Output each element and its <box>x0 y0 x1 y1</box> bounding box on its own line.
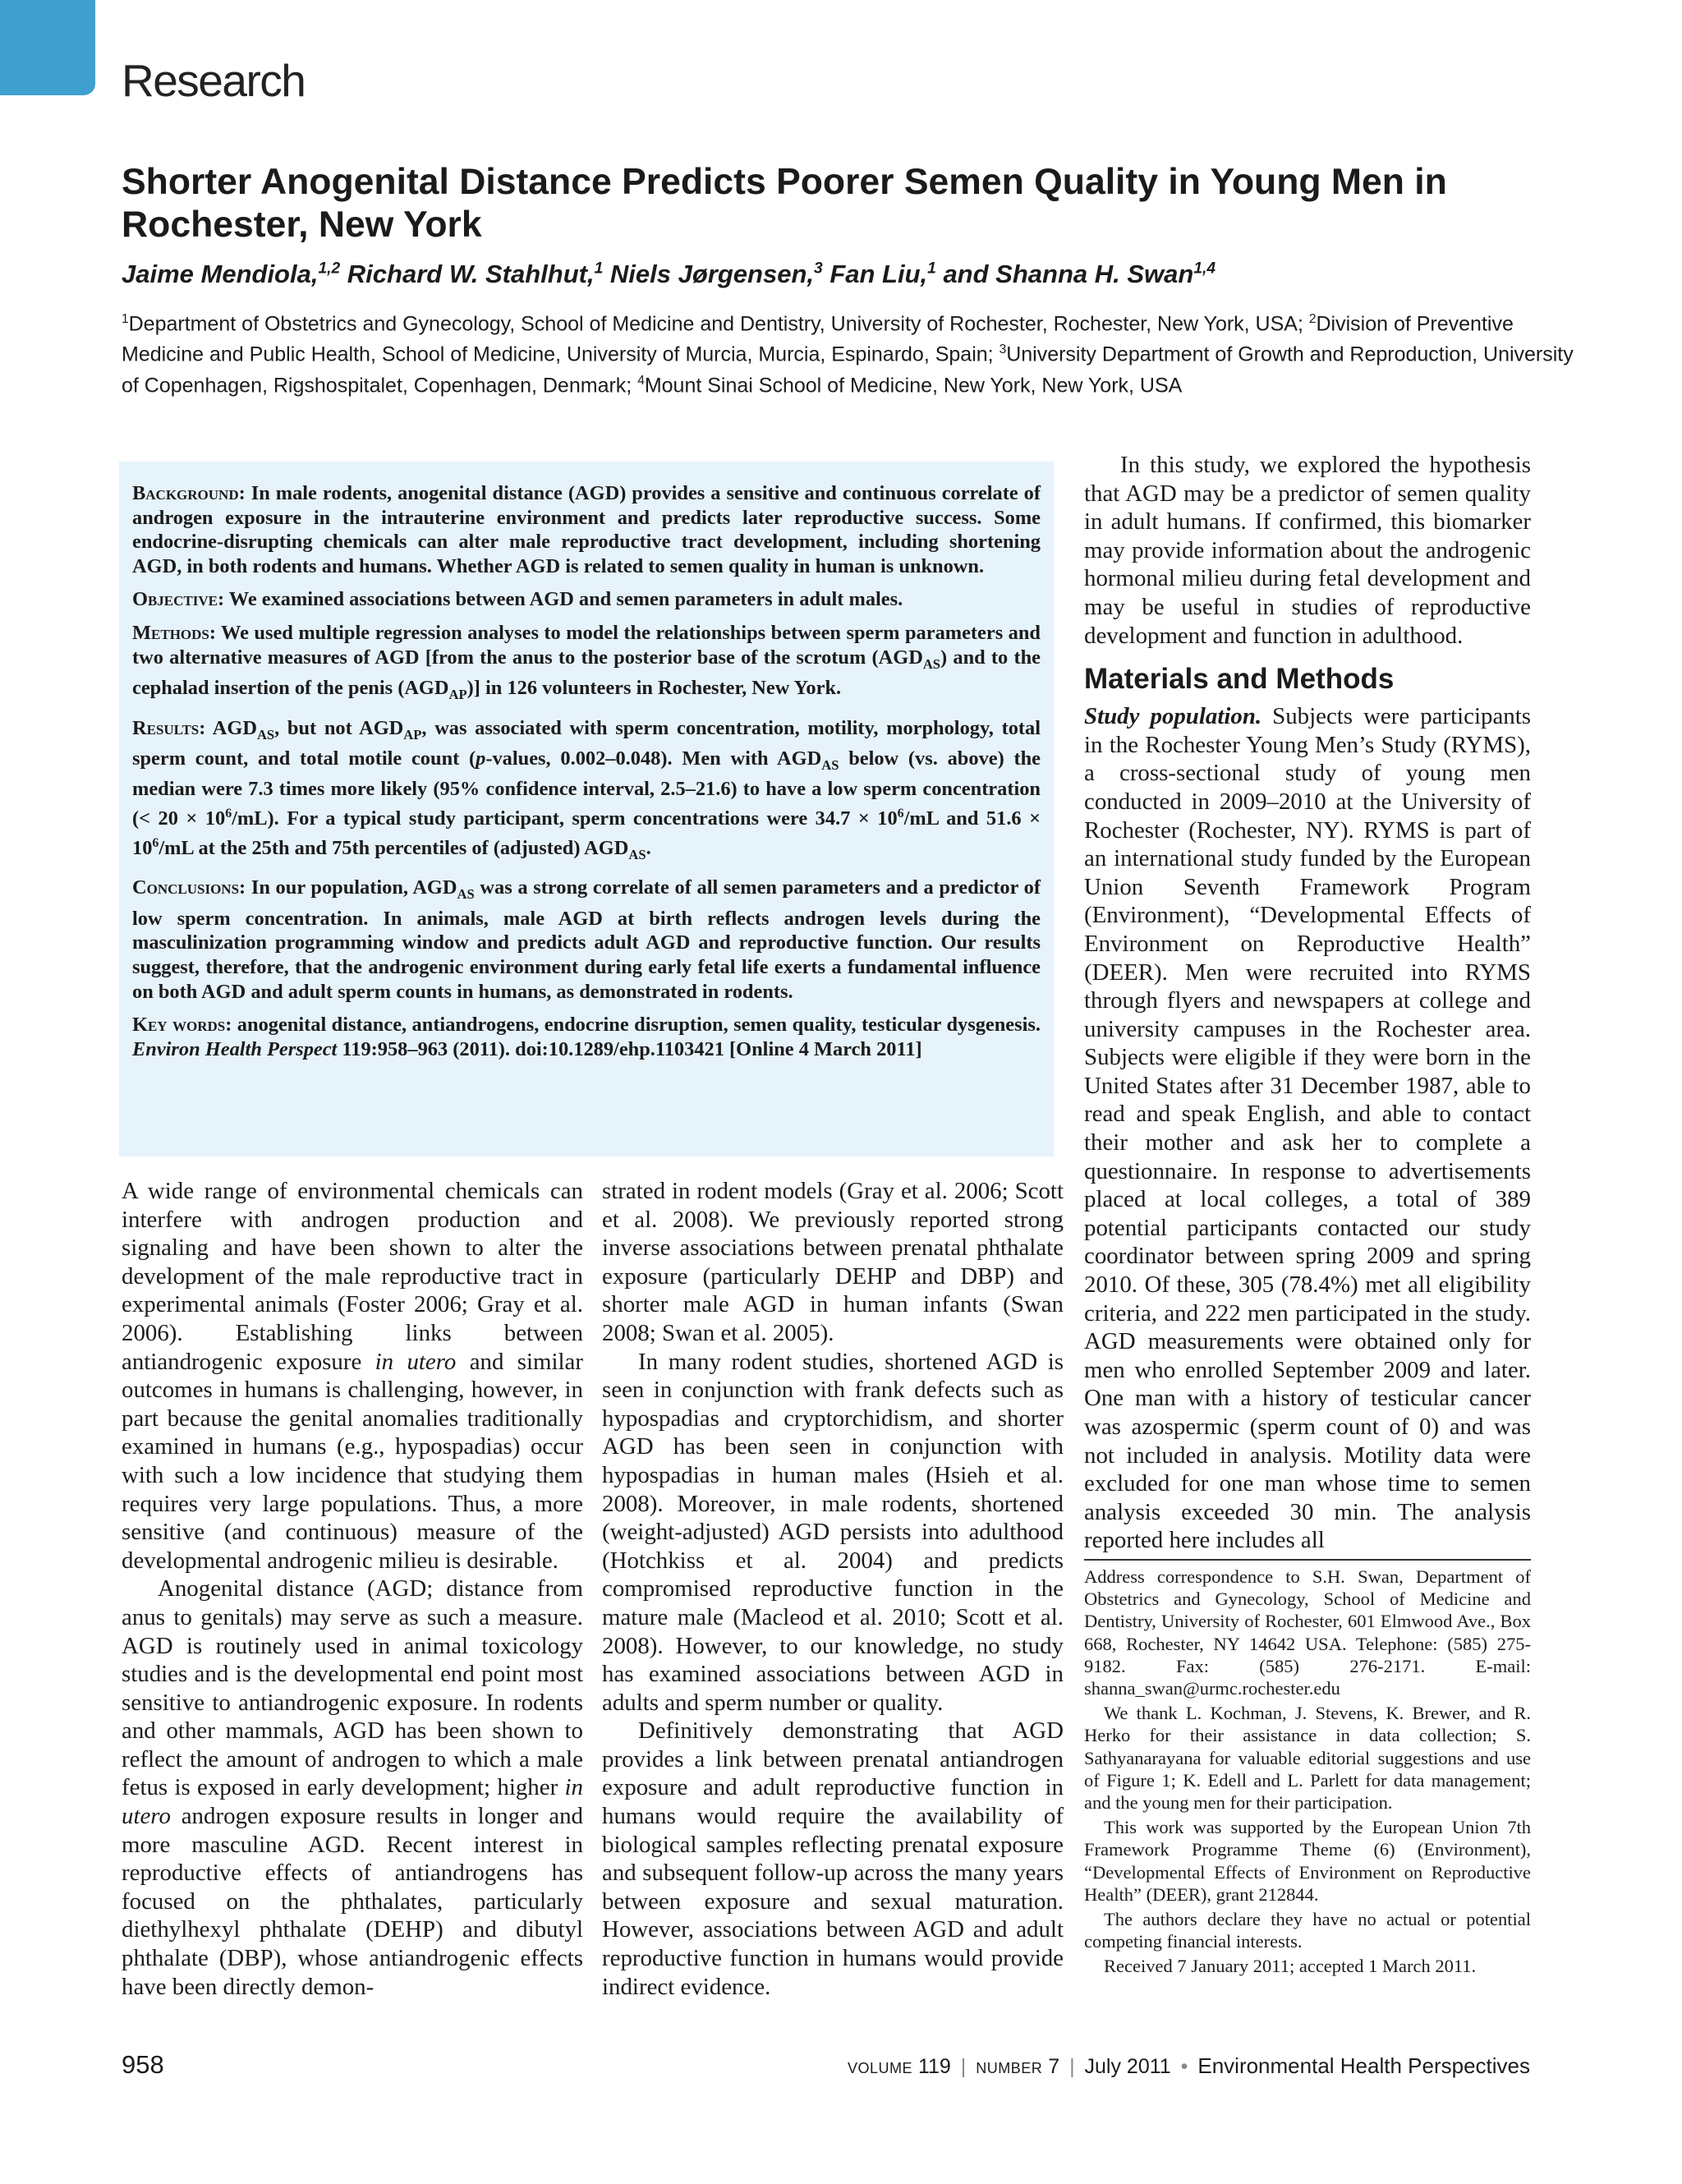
abstract-objective <box>132 587 1041 612</box>
received-note: Received 7 January 2011; accepted 1 March 2011. <box>1104 1956 1477 1977</box>
volume-number: 119 <box>917 2055 951 2078</box>
abstract-text: , but not AGD <box>274 716 404 739</box>
author-name: and Shanna H. Swan <box>935 260 1194 288</box>
funding-note: This work was supported by the European Union 7th Framework Programme Theme (6) (Environment), “Developmental Effects of Environment on Reproductive Health” (DEER), grant 212844. <box>1084 1817 1531 1905</box>
author-name: Fan Liu, <box>822 260 928 288</box>
section-heading: Materials and Methods <box>1084 663 1395 696</box>
journal-name: Environ Health Perspect <box>132 1037 338 1060</box>
subscript: AS <box>256 726 275 743</box>
abstract-text: /mL and 51.6 × 10 <box>132 807 1041 859</box>
abstract-label: Key words: <box>132 1014 232 1037</box>
abstract-text: anogenital distance, antiandrogens, endocrine disruption, semen quality, testicular dysgenesis. <box>232 1014 1041 1037</box>
abstract-text: In male rodents, anogenital distance (AGD) provides a sensitive and continuous correlate of androgen exposure in the intrauterine environment and predicts later reproductive success. Some endocrine-disrupting chemicals can alter male reproductive tract development, including shortening AGD, in both rodents and humans. Whether AGD is related to semen quality in human is unknown. <box>132 482 1041 577</box>
bullet-separator: • <box>1180 2055 1188 2078</box>
abstract-text: AGD <box>205 716 257 739</box>
abstract-text: We used multiple regression analyses to model the relationships between sperm parameters and two alternative measures of AGD [from the anus to the posterior base of the scrotum (AGD <box>132 621 1041 669</box>
running-footer <box>848 2053 1530 2079</box>
abstract-text: , was associated with sperm concentration, motility, morphology, total sperm count, and total motile count ( <box>132 716 1041 770</box>
author-name: Jaime Mendiola, <box>122 260 319 288</box>
abstract-conclusions <box>132 876 1041 1004</box>
abstract-text: . <box>646 836 651 859</box>
abstract-label: Objective: <box>132 588 225 611</box>
abstract-text: /mL). For a typical study participant, sperm concentrations were 34.7 × 10 <box>232 807 898 830</box>
abstract-text: -values, 0.002–0.048). Men with AGD <box>485 747 822 770</box>
body-paragraph <box>122 1575 583 2001</box>
affiliation: Division of Preventive Medicine and Public Health, School of Medicine, University of Murcia, Murcia, Espinardo, Spain; <box>122 312 1514 366</box>
abstract-text: We examined associations between AGD and semen parameters in adult males. <box>224 588 903 611</box>
subsection-label: Study population. <box>1084 703 1262 730</box>
affil-sup: 3 <box>999 343 1007 357</box>
author-affil-sup: 1,4 <box>1193 260 1216 278</box>
affil-sup: 2 <box>1308 312 1317 326</box>
superscript: 6 <box>897 807 904 821</box>
volume-label: VOLUME <box>847 2060 913 2076</box>
subscript: AS <box>628 846 646 862</box>
issue-label: NUMBER <box>976 2060 1043 2076</box>
body-text: androgen exposure results in longer and more masculine AGD. Recent interest in reproductive effects of antiandrogens has focused on the phthalates, particularly diethylhexyl phthalate (DEHP) and dibutyl phthalate (DBP), whose antiandrogenic effects have been directly demon- <box>122 1803 583 2000</box>
body-paragraph <box>122 1177 583 1575</box>
abstract-background <box>132 481 1041 578</box>
body-paragraph: Definitively demonstrating that AGD provides a link between prenatal antiandrogen exposure and adult reproductive function in humans would require the availability of biological samples reflecting prenatal exposure and subsequent follow-up across the many years between exposure and sexual maturation. However, associations between AGD and adult reproductive function in humans would provide indirect evidence. <box>602 1717 1064 2000</box>
author-affil-sup: 1 <box>927 260 936 278</box>
author-affil-sup: 1 <box>594 260 604 278</box>
body-paragraph: In many rodent studies, shortened AGD is seen in conjunction with frank defects such as hypospadias and cryptorchidism, and shorter AGD has been seen in conjunction with hypospadias in human males (Hsieh et al. 2008). Moreover, in male rodents, shortened (weight-adjusted) AGD persists into adulthood (Hotchkiss et al. 2004) and predicts compromised reproductive function in the mature male (Macleod et al. 2010; Scott et al. 2008). However, to our knowledge, no study has examined associations between AGD in adults and sperm number or quality. <box>602 1348 1064 1716</box>
italic-text: in utero <box>122 1774 583 1830</box>
author-list <box>122 260 1216 289</box>
subscript: AS <box>922 655 941 672</box>
competing-interest-note: The authors declare they have no actual or potential competing financial interests. <box>1084 1909 1531 1952</box>
abstract-label: Methods: <box>132 621 216 644</box>
abstract-label: Conclusions: <box>132 876 246 899</box>
divider: | <box>1069 2055 1075 2078</box>
author-name: Niels Jørgensen, <box>603 260 815 288</box>
address-note: Address correspondence to S.H. Swan, Department of Obstetrics and Gynecology, School of Medicine and Dentistry, University of Rochester, 601 Elmwood Ave., Box 668, Rochester, NY 14642 USA. Telephone: (585) 275-9182. Fax: (585) 276-2171. E-mail: shanna_swan@urmc.rochester.edu <box>1084 1566 1531 1699</box>
divider: | <box>960 2055 967 2078</box>
body-column-1 <box>122 1177 583 2001</box>
citation-text: 119:958–963 (2011). doi:10.1289/ehp.1103421 [Online 4 March 2011] <box>337 1037 922 1060</box>
section-color-tab <box>0 0 95 95</box>
affiliation: Mount Sinai School of Medicine, New York, New York, USA <box>644 373 1183 397</box>
abstract-keywords <box>132 1013 1041 1061</box>
section-label: Research <box>122 55 306 106</box>
subscript: AS <box>821 756 839 773</box>
affiliations <box>122 306 1575 398</box>
subscript: AP <box>448 686 467 702</box>
body-column-3 <box>1084 451 1531 1555</box>
affiliation: Department of Obstetrics and Gynecology, School of Medicine and Dentistry, University of Rochester, Rochester, New York, USA; <box>128 312 1309 336</box>
abstract-text: ) and to the cephalad insertion of the penis (AGD <box>132 646 1041 700</box>
footnotes <box>1084 1559 1531 1980</box>
abstract-text: In our population, AGD <box>246 876 457 899</box>
article-title: Shorter Anogenital Distance Predicts Poorer Semen Quality in Young Men in Rochester, New York <box>122 162 1447 245</box>
subscript: AS <box>457 886 475 903</box>
body-text: and similar outcomes in humans is challenging, however, in part because the genital anomalies traditionally examined in humans (e.g., hypospadias) occur with such a low incidence that studying them requires very large populations. Thus, a more sensitive (and continuous) measure of the developmental androgenic milieu is desirable. <box>122 1348 584 1574</box>
author-affil-sup: 3 <box>814 260 823 278</box>
abstract-results <box>132 716 1041 867</box>
journal-title: Environmental Health Perspectives <box>1197 2053 1530 2078</box>
abstract-text: )] in 126 volunteers in Rochester, New York. <box>466 677 842 700</box>
abstract-methods <box>132 621 1041 707</box>
author-affil-sup: 1,2 <box>318 260 341 278</box>
acknowledgment-note: We thank L. Kochman, J. Stevens, K. Brewer, and R. Herko for their assistance in data collection; S. Sathyanarayana for valuable editorial suggestions and use of Figure 1; K. Edell and L. Parlett for data management; and the young men for their participation. <box>1084 1703 1531 1814</box>
body-paragraph: In this study, we explored the hypothesis that AGD may be a predictor of semen quality in adult humans. If confirmed, this biomarker may provide information about the androgenic hormonal milieu during fetal development and may be useful in studies of reproductive development and function in adulthood. <box>1084 452 1531 649</box>
body-column-2 <box>602 1177 1064 2001</box>
abstract-text: /mL at the 25th and 75th percentiles of (adjusted) AGD <box>159 836 629 859</box>
body-text: A wide range of environmental chemicals can interfere with androgen production and signaling and have been shown to alter the development of the male reproductive tract in experimental animals (Foster 2006; Gray et al. 2006). Establishing links between antiandrogenic exposure <box>122 1178 583 1375</box>
abstract-label: Background: <box>132 482 246 504</box>
author-name: Richard W. Stahlhut, <box>340 260 595 288</box>
abstract-box <box>119 462 1054 1156</box>
italic-text: p <box>476 747 486 770</box>
issue-number: 7 <box>1048 2055 1060 2078</box>
abstract-text: below (vs. above) the median were 7.3 times more likely (95% confidence interval, 2.5–21.6) to have a low sperm concentration (< 20 × 10 <box>132 747 1041 830</box>
issue-date: July 2011 <box>1084 2055 1171 2078</box>
italic-text: in utero <box>375 1348 457 1375</box>
subscript: AP <box>403 726 422 743</box>
affiliation: University Department of Growth and Reproduction, University of Copenhagen, Rigshospitalet, Copenhagen, Denmark; <box>122 343 1574 397</box>
body-paragraph: strated in rodent models (Gray et al. 2006; Scott et al. 2008). We previously reported strong inverse associations between prenatal phthalate exposure (particularly DEHP and DBP) and shorter male AGD in human infants (Swan 2008; Swan et al. 2005). <box>602 1178 1064 1346</box>
body-text: Subjects were participants in the Rochester Young Men’s Study (RYMS), a cross-sectional study of young men conducted in 2009–2010 at the University of Rochester (Rochester, NY). RYMS is part of an international study funded by the European Union Seventh Framework Program (Environment), “Developmental Effects of Environment on Reproductive Health” (DEER). Men were recruited into RYMS through flyers and newspapers at college and university campuses in the Rochester area. Subjects were eligible if they were born in the United States after 31 December 1987, able to read and speak English, and able to contact their mother and ask her to complete a questionnaire. In response to advertisements placed at local colleges, a total of 389 potential participants contacted our study coordinator between spring 2009 and spring 2010. Of these, 305 (78.4%) met all eligibility criteria, and 222 men participated in the study. AGD measurements were obtained only for men who enrolled September 2009 and later. One man with a history of testicular cancer was azospermic (sperm count of 0) and was not included in analysis. Motility data were excluded for one man whose time to semen analysis exceeded 30 min. The analysis reported here includes all <box>1084 703 1531 1554</box>
page-number: 958 <box>122 2050 164 2079</box>
abstract-text: was a strong correlate of all semen parameters and a predictor of low sperm concentration. In animals, male AGD at birth reflects androgen levels during the masculinization programming window and predicts adult AGD and reproductive function. Our results suggest, therefore, that the androgenic environment during early fetal life exerts a fundamental influence on both AGD and adult sperm counts in humans, as demonstrated in rodents. <box>132 876 1041 1003</box>
body-paragraph <box>1084 702 1531 1555</box>
affil-sup: 1 <box>122 312 129 326</box>
superscript: 6 <box>225 807 232 821</box>
affil-sup: 4 <box>637 373 645 388</box>
superscript: 6 <box>152 835 159 850</box>
abstract-label: Results: <box>132 716 206 739</box>
body-text: Anogenital distance (AGD; distance from anus to genitals) may serve as such a measure. AGD is routinely used in animal toxicology studies and is the developmental end point most sensitive to antiandrogenic exposure. In rodents and other mammals, AGD has been shown to reflect the amount of androgen to which a male fetus is exposed in early development; higher <box>122 1575 583 1801</box>
